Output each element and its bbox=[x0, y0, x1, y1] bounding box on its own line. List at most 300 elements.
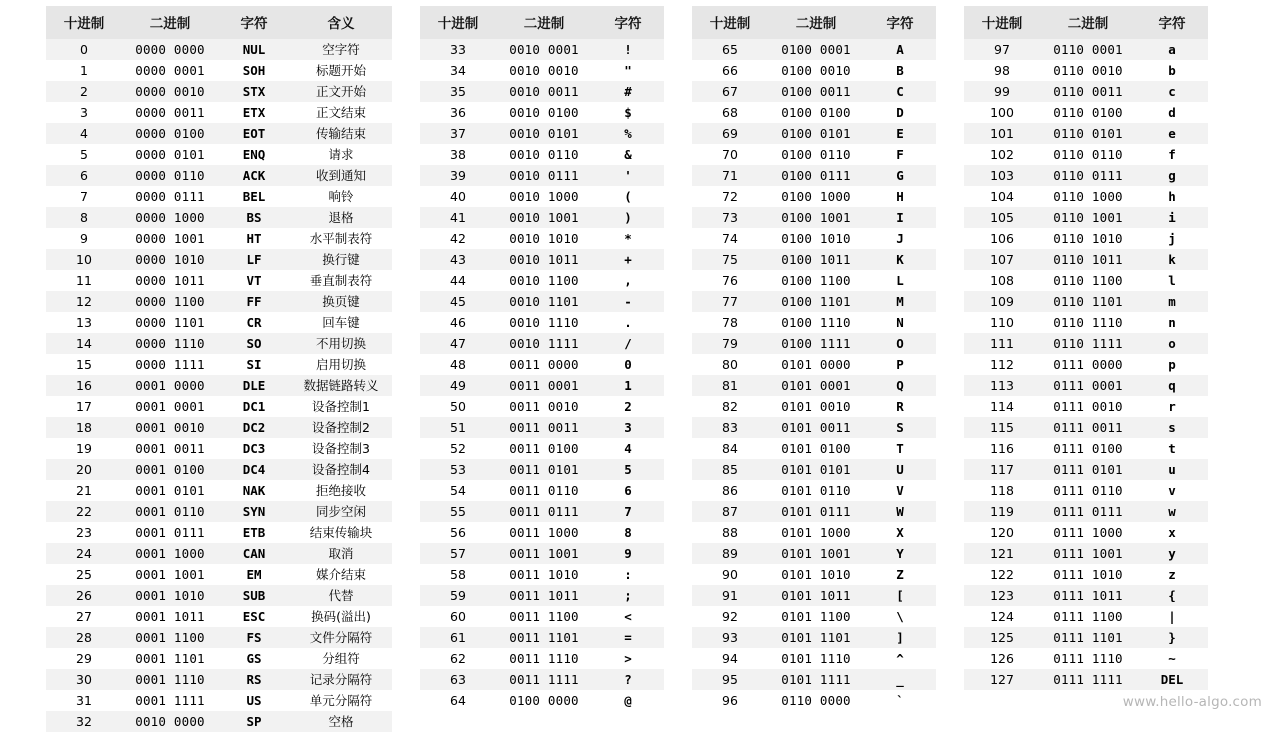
table-row bbox=[964, 291, 1208, 312]
cell-dec: 119 bbox=[964, 501, 1040, 522]
table-row bbox=[420, 648, 664, 669]
table-row bbox=[964, 585, 1208, 606]
cell-chr: 7 bbox=[592, 501, 664, 522]
cell-chr: n bbox=[1136, 312, 1208, 333]
cell-dec: 116 bbox=[964, 438, 1040, 459]
cell-chr: 6 bbox=[592, 480, 664, 501]
cell-bin: 0010 0010 bbox=[496, 60, 592, 81]
cell-dec: 113 bbox=[964, 375, 1040, 396]
cell-bin: 0110 0110 bbox=[1040, 144, 1136, 165]
cell-chr: L bbox=[864, 270, 936, 291]
table-row bbox=[692, 396, 936, 417]
table-row bbox=[420, 564, 664, 585]
table-row bbox=[420, 480, 664, 501]
cell-dec: 100 bbox=[964, 102, 1040, 123]
cell-bin: 0100 0010 bbox=[768, 60, 864, 81]
cell-dec: 49 bbox=[420, 375, 496, 396]
cell-chr: 0 bbox=[592, 354, 664, 375]
cell-bin: 0000 1011 bbox=[122, 270, 218, 291]
cell-dec: 7 bbox=[46, 186, 122, 207]
cell-dec: 104 bbox=[964, 186, 1040, 207]
cell-bin: 0110 0111 bbox=[1040, 165, 1136, 186]
table-row bbox=[964, 501, 1208, 522]
cell-bin: 0000 0101 bbox=[122, 144, 218, 165]
table-row bbox=[964, 459, 1208, 480]
cell-mean: 换码(溢出) bbox=[290, 606, 392, 627]
cell-dec: 69 bbox=[692, 123, 768, 144]
cell-bin: 0011 1001 bbox=[496, 543, 592, 564]
table-row bbox=[692, 333, 936, 354]
cell-bin: 0101 1111 bbox=[768, 669, 864, 690]
cell-dec: 44 bbox=[420, 270, 496, 291]
table-row bbox=[964, 543, 1208, 564]
cell-dec: 70 bbox=[692, 144, 768, 165]
cell-bin: 0000 1110 bbox=[122, 333, 218, 354]
cell-chr: P bbox=[864, 354, 936, 375]
cell-dec: 37 bbox=[420, 123, 496, 144]
cell-dec: 33 bbox=[420, 39, 496, 60]
cell-chr: ETB bbox=[218, 522, 290, 543]
cell-bin: 0010 0110 bbox=[496, 144, 592, 165]
cell-bin: 0000 0011 bbox=[122, 102, 218, 123]
cell-chr: s bbox=[1136, 417, 1208, 438]
table-row bbox=[420, 291, 664, 312]
table-row bbox=[692, 60, 936, 81]
column-header-3: 字符 bbox=[218, 6, 290, 39]
cell-dec: 75 bbox=[692, 249, 768, 270]
table-row bbox=[692, 165, 936, 186]
cell-dec: 58 bbox=[420, 564, 496, 585]
cell-chr: A bbox=[864, 39, 936, 60]
cell-dec: 101 bbox=[964, 123, 1040, 144]
cell-chr: f bbox=[1136, 144, 1208, 165]
cell-dec: 80 bbox=[692, 354, 768, 375]
cell-dec: 56 bbox=[420, 522, 496, 543]
cell-bin: 0110 1101 bbox=[1040, 291, 1136, 312]
table-row bbox=[692, 585, 936, 606]
table-row bbox=[692, 144, 936, 165]
cell-mean: 单元分隔符 bbox=[290, 690, 392, 711]
cell-dec: 125 bbox=[964, 627, 1040, 648]
cell-bin: 0000 0110 bbox=[122, 165, 218, 186]
cell-bin: 0011 0111 bbox=[496, 501, 592, 522]
cell-chr: o bbox=[1136, 333, 1208, 354]
cell-chr: Q bbox=[864, 375, 936, 396]
cell-dec: 10 bbox=[46, 249, 122, 270]
cell-dec: 16 bbox=[46, 375, 122, 396]
cell-mean: 垂直制表符 bbox=[290, 270, 392, 291]
cell-chr: + bbox=[592, 249, 664, 270]
cell-bin: 0010 1000 bbox=[496, 186, 592, 207]
cell-dec: 38 bbox=[420, 144, 496, 165]
cell-dec: 96 bbox=[692, 690, 768, 711]
table-row bbox=[964, 39, 1208, 60]
cell-dec: 26 bbox=[46, 585, 122, 606]
cell-bin: 0100 1011 bbox=[768, 249, 864, 270]
cell-dec: 18 bbox=[46, 417, 122, 438]
table-row bbox=[692, 81, 936, 102]
cell-dec: 60 bbox=[420, 606, 496, 627]
table-row bbox=[420, 81, 664, 102]
cell-dec: 102 bbox=[964, 144, 1040, 165]
cell-chr: x bbox=[1136, 522, 1208, 543]
cell-chr: R bbox=[864, 396, 936, 417]
cell-chr: _ bbox=[864, 669, 936, 690]
cell-chr: BS bbox=[218, 207, 290, 228]
cell-chr: EM bbox=[218, 564, 290, 585]
cell-chr: ! bbox=[592, 39, 664, 60]
cell-bin: 0011 0101 bbox=[496, 459, 592, 480]
cell-bin: 0011 0001 bbox=[496, 375, 592, 396]
table-row bbox=[692, 606, 936, 627]
table-row bbox=[964, 354, 1208, 375]
column-header-1: 十进制 bbox=[420, 6, 496, 39]
cell-bin: 0110 0010 bbox=[1040, 60, 1136, 81]
cell-chr: m bbox=[1136, 291, 1208, 312]
cell-bin: 0011 1111 bbox=[496, 669, 592, 690]
cell-dec: 73 bbox=[692, 207, 768, 228]
cell-chr: z bbox=[1136, 564, 1208, 585]
cell-chr: ^ bbox=[864, 648, 936, 669]
table-row bbox=[46, 501, 392, 522]
column-header-1: 十进制 bbox=[692, 6, 768, 39]
cell-bin: 0101 0100 bbox=[768, 438, 864, 459]
cell-dec: 111 bbox=[964, 333, 1040, 354]
cell-bin: 0101 0110 bbox=[768, 480, 864, 501]
cell-bin: 0110 1000 bbox=[1040, 186, 1136, 207]
table-row bbox=[964, 627, 1208, 648]
cell-mean: 请求 bbox=[290, 144, 392, 165]
cell-chr: % bbox=[592, 123, 664, 144]
cell-dec: 126 bbox=[964, 648, 1040, 669]
cell-bin: 0110 1010 bbox=[1040, 228, 1136, 249]
table-row bbox=[46, 522, 392, 543]
table-row bbox=[46, 270, 392, 291]
cell-dec: 122 bbox=[964, 564, 1040, 585]
table-row bbox=[420, 522, 664, 543]
cell-dec: 66 bbox=[692, 60, 768, 81]
cell-chr: J bbox=[864, 228, 936, 249]
cell-chr: DC1 bbox=[218, 396, 290, 417]
cell-dec: 0 bbox=[46, 39, 122, 60]
cell-chr: 4 bbox=[592, 438, 664, 459]
table-row bbox=[46, 396, 392, 417]
cell-dec: 115 bbox=[964, 417, 1040, 438]
cell-bin: 0011 0011 bbox=[496, 417, 592, 438]
table-row bbox=[46, 60, 392, 81]
table-row bbox=[46, 669, 392, 690]
table-row bbox=[420, 123, 664, 144]
table-row bbox=[692, 228, 936, 249]
cell-bin: 0000 0010 bbox=[122, 81, 218, 102]
table-row bbox=[964, 123, 1208, 144]
table-row bbox=[420, 207, 664, 228]
table-row bbox=[964, 102, 1208, 123]
cell-bin: 0100 1100 bbox=[768, 270, 864, 291]
table-row bbox=[420, 39, 664, 60]
cell-bin: 0101 1101 bbox=[768, 627, 864, 648]
cell-chr: j bbox=[1136, 228, 1208, 249]
cell-bin: 0100 0100 bbox=[768, 102, 864, 123]
table-row bbox=[692, 186, 936, 207]
cell-bin: 0010 1001 bbox=[496, 207, 592, 228]
cell-dec: 30 bbox=[46, 669, 122, 690]
cell-mean: 换页键 bbox=[290, 291, 392, 312]
table-row bbox=[964, 438, 1208, 459]
table-row bbox=[420, 585, 664, 606]
cell-chr: DLE bbox=[218, 375, 290, 396]
cell-chr: ENQ bbox=[218, 144, 290, 165]
cell-bin: 0110 1111 bbox=[1040, 333, 1136, 354]
table-row bbox=[964, 417, 1208, 438]
cell-bin: 0110 1011 bbox=[1040, 249, 1136, 270]
cell-dec: 63 bbox=[420, 669, 496, 690]
table-row bbox=[420, 669, 664, 690]
cell-bin: 0101 0011 bbox=[768, 417, 864, 438]
cell-chr: . bbox=[592, 312, 664, 333]
cell-chr: NUL bbox=[218, 39, 290, 60]
cell-chr: DC3 bbox=[218, 438, 290, 459]
table-row bbox=[692, 123, 936, 144]
cell-chr: g bbox=[1136, 165, 1208, 186]
cell-bin: 0111 0011 bbox=[1040, 417, 1136, 438]
cell-bin: 0010 0000 bbox=[122, 711, 218, 732]
table-row bbox=[46, 459, 392, 480]
cell-chr: CAN bbox=[218, 543, 290, 564]
cell-dec: 106 bbox=[964, 228, 1040, 249]
cell-chr: E bbox=[864, 123, 936, 144]
cell-bin: 0110 1001 bbox=[1040, 207, 1136, 228]
cell-chr: ) bbox=[592, 207, 664, 228]
cell-bin: 0110 0101 bbox=[1040, 123, 1136, 144]
table-header-row bbox=[692, 6, 936, 39]
cell-mean: 水平制表符 bbox=[290, 228, 392, 249]
cell-dec: 95 bbox=[692, 669, 768, 690]
cell-chr: I bbox=[864, 207, 936, 228]
cell-bin: 0110 0100 bbox=[1040, 102, 1136, 123]
cell-bin: 0011 1100 bbox=[496, 606, 592, 627]
table-row bbox=[420, 627, 664, 648]
column-header-2: 二进制 bbox=[1040, 6, 1136, 39]
cell-bin: 0111 0110 bbox=[1040, 480, 1136, 501]
column-header-2: 二进制 bbox=[122, 6, 218, 39]
cell-chr: - bbox=[592, 291, 664, 312]
table-row bbox=[420, 606, 664, 627]
table-row bbox=[964, 144, 1208, 165]
cell-dec: 54 bbox=[420, 480, 496, 501]
table-row bbox=[420, 165, 664, 186]
table-row bbox=[46, 543, 392, 564]
cell-chr: y bbox=[1136, 543, 1208, 564]
cell-dec: 82 bbox=[692, 396, 768, 417]
cell-chr: | bbox=[1136, 606, 1208, 627]
cell-chr: w bbox=[1136, 501, 1208, 522]
cell-dec: 103 bbox=[964, 165, 1040, 186]
cell-chr: H bbox=[864, 186, 936, 207]
cell-chr: O bbox=[864, 333, 936, 354]
cell-dec: 21 bbox=[46, 480, 122, 501]
table-row bbox=[692, 102, 936, 123]
cell-dec: 65 bbox=[692, 39, 768, 60]
cell-chr: X bbox=[864, 522, 936, 543]
cell-bin: 0110 1110 bbox=[1040, 312, 1136, 333]
cell-dec: 3 bbox=[46, 102, 122, 123]
cell-chr: k bbox=[1136, 249, 1208, 270]
cell-dec: 98 bbox=[964, 60, 1040, 81]
column-header-3: 字符 bbox=[592, 6, 664, 39]
cell-bin: 0010 1011 bbox=[496, 249, 592, 270]
cell-chr: ~ bbox=[1136, 648, 1208, 669]
cell-bin: 0001 0101 bbox=[122, 480, 218, 501]
cell-bin: 0010 0101 bbox=[496, 123, 592, 144]
table-row bbox=[692, 690, 936, 711]
cell-bin: 0000 0001 bbox=[122, 60, 218, 81]
cell-chr: 1 bbox=[592, 375, 664, 396]
table-row bbox=[46, 480, 392, 501]
table-row bbox=[420, 60, 664, 81]
cell-bin: 0111 0010 bbox=[1040, 396, 1136, 417]
cell-bin: 0111 0000 bbox=[1040, 354, 1136, 375]
cell-chr: r bbox=[1136, 396, 1208, 417]
cell-chr: HT bbox=[218, 228, 290, 249]
cell-bin: 0111 1010 bbox=[1040, 564, 1136, 585]
cell-dec: 123 bbox=[964, 585, 1040, 606]
cell-bin: 0010 1010 bbox=[496, 228, 592, 249]
cell-dec: 53 bbox=[420, 459, 496, 480]
cell-bin: 0101 0010 bbox=[768, 396, 864, 417]
table-row bbox=[692, 543, 936, 564]
cell-dec: 12 bbox=[46, 291, 122, 312]
table-row bbox=[692, 648, 936, 669]
cell-chr: : bbox=[592, 564, 664, 585]
cell-chr: D bbox=[864, 102, 936, 123]
cell-mean: 设备控制3 bbox=[290, 438, 392, 459]
cell-dec: 121 bbox=[964, 543, 1040, 564]
cell-chr: , bbox=[592, 270, 664, 291]
table-row bbox=[420, 690, 664, 711]
cell-chr: LF bbox=[218, 249, 290, 270]
cell-bin: 0011 1011 bbox=[496, 585, 592, 606]
cell-bin: 0001 0100 bbox=[122, 459, 218, 480]
table-row bbox=[964, 81, 1208, 102]
cell-mean: 正文开始 bbox=[290, 81, 392, 102]
cell-chr: SUB bbox=[218, 585, 290, 606]
cell-mean: 空格 bbox=[290, 711, 392, 732]
table-row bbox=[46, 417, 392, 438]
cell-chr: < bbox=[592, 606, 664, 627]
table-row bbox=[46, 207, 392, 228]
cell-mean: 响铃 bbox=[290, 186, 392, 207]
cell-dec: 15 bbox=[46, 354, 122, 375]
cell-bin: 0001 1010 bbox=[122, 585, 218, 606]
table-row bbox=[46, 249, 392, 270]
cell-dec: 23 bbox=[46, 522, 122, 543]
cell-bin: 0110 0011 bbox=[1040, 81, 1136, 102]
cell-bin: 0011 1101 bbox=[496, 627, 592, 648]
table-row bbox=[46, 39, 392, 60]
cell-dec: 87 bbox=[692, 501, 768, 522]
cell-dec: 8 bbox=[46, 207, 122, 228]
cell-mean: 拒绝接收 bbox=[290, 480, 392, 501]
cell-dec: 90 bbox=[692, 564, 768, 585]
cell-dec: 25 bbox=[46, 564, 122, 585]
table-row bbox=[46, 648, 392, 669]
cell-bin: 0001 0001 bbox=[122, 396, 218, 417]
table-row bbox=[420, 396, 664, 417]
table-row bbox=[964, 249, 1208, 270]
table-row bbox=[692, 627, 936, 648]
cell-dec: 55 bbox=[420, 501, 496, 522]
cell-mean: 设备控制1 bbox=[290, 396, 392, 417]
cell-dec: 47 bbox=[420, 333, 496, 354]
cell-mean: 启用切换 bbox=[290, 354, 392, 375]
cell-bin: 0011 1000 bbox=[496, 522, 592, 543]
cell-dec: 127 bbox=[964, 669, 1040, 690]
cell-dec: 79 bbox=[692, 333, 768, 354]
cell-dec: 81 bbox=[692, 375, 768, 396]
table-row bbox=[964, 60, 1208, 81]
table-row bbox=[46, 291, 392, 312]
cell-dec: 76 bbox=[692, 270, 768, 291]
table-row bbox=[46, 102, 392, 123]
table-row bbox=[964, 186, 1208, 207]
cell-chr: W bbox=[864, 501, 936, 522]
table-row bbox=[692, 312, 936, 333]
cell-dec: 14 bbox=[46, 333, 122, 354]
cell-chr: DC4 bbox=[218, 459, 290, 480]
table-row bbox=[46, 228, 392, 249]
table-row bbox=[964, 270, 1208, 291]
cell-bin: 0001 1101 bbox=[122, 648, 218, 669]
cell-bin: 0001 1011 bbox=[122, 606, 218, 627]
table-row bbox=[692, 669, 936, 690]
cell-bin: 0000 0111 bbox=[122, 186, 218, 207]
table-row bbox=[692, 417, 936, 438]
cell-dec: 5 bbox=[46, 144, 122, 165]
cell-dec: 27 bbox=[46, 606, 122, 627]
cell-chr: " bbox=[592, 60, 664, 81]
table-row bbox=[420, 228, 664, 249]
cell-bin: 0110 1100 bbox=[1040, 270, 1136, 291]
cell-dec: 43 bbox=[420, 249, 496, 270]
cell-dec: 1 bbox=[46, 60, 122, 81]
cell-dec: 118 bbox=[964, 480, 1040, 501]
cell-bin: 0001 0010 bbox=[122, 417, 218, 438]
cell-bin: 0111 1111 bbox=[1040, 669, 1136, 690]
cell-chr: V bbox=[864, 480, 936, 501]
cell-chr: p bbox=[1136, 354, 1208, 375]
table-row bbox=[420, 354, 664, 375]
cell-dec: 29 bbox=[46, 648, 122, 669]
cell-dec: 110 bbox=[964, 312, 1040, 333]
table-row bbox=[692, 480, 936, 501]
cell-chr: S bbox=[864, 417, 936, 438]
cell-chr: FS bbox=[218, 627, 290, 648]
cell-bin: 0001 0000 bbox=[122, 375, 218, 396]
table-row bbox=[420, 312, 664, 333]
cell-bin: 0011 0110 bbox=[496, 480, 592, 501]
cell-dec: 105 bbox=[964, 207, 1040, 228]
cell-bin: 0000 1001 bbox=[122, 228, 218, 249]
cell-dec: 117 bbox=[964, 459, 1040, 480]
cell-bin: 0111 1100 bbox=[1040, 606, 1136, 627]
table-row bbox=[420, 102, 664, 123]
cell-bin: 0000 1100 bbox=[122, 291, 218, 312]
cell-chr: K bbox=[864, 249, 936, 270]
cell-mean: 分组符 bbox=[290, 648, 392, 669]
cell-dec: 45 bbox=[420, 291, 496, 312]
cell-dec: 78 bbox=[692, 312, 768, 333]
